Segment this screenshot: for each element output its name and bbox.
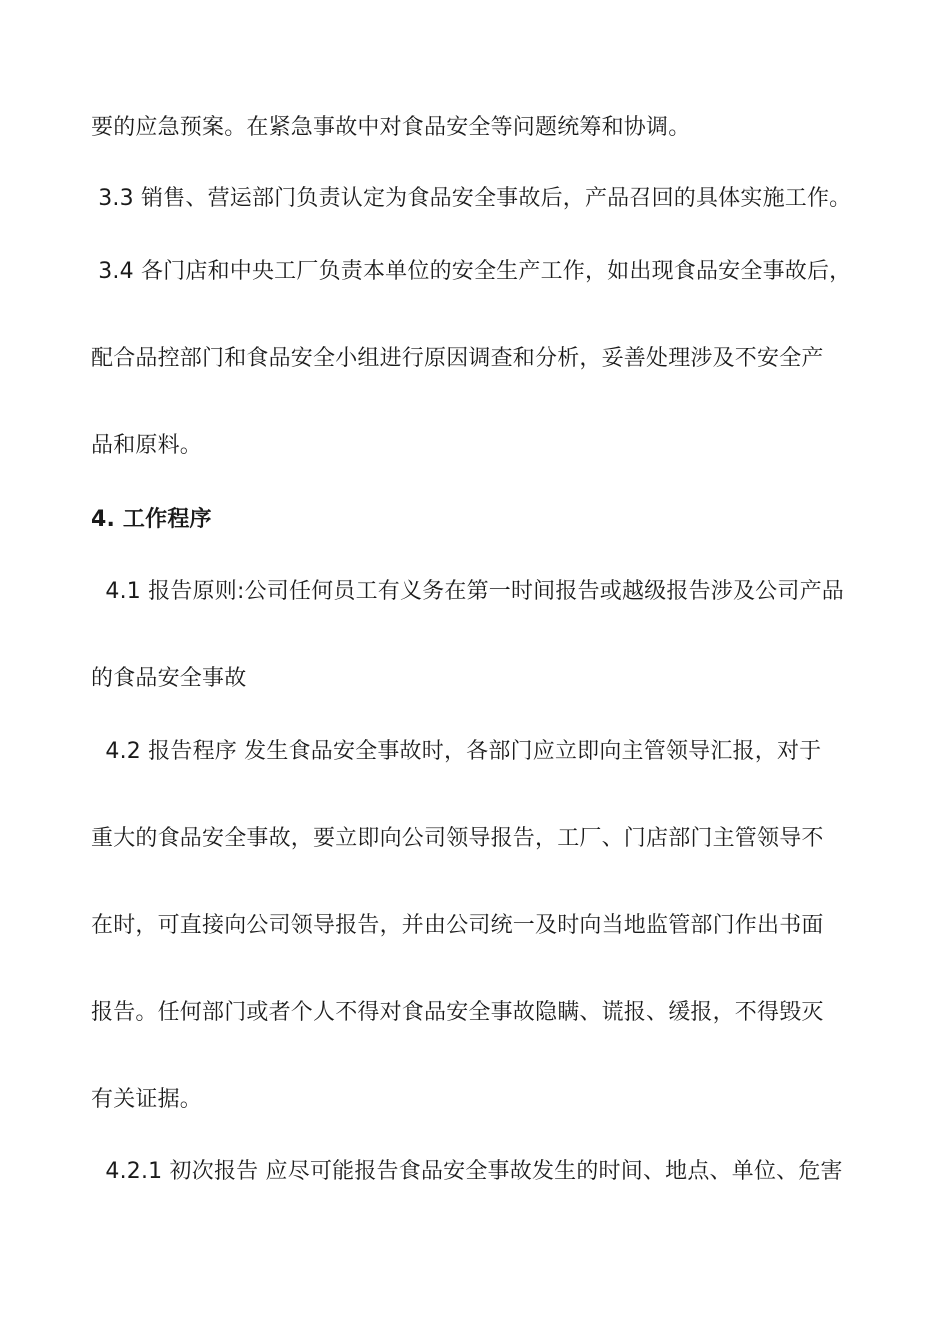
paragraph-line-8: 的食品安全事故: [91, 666, 247, 691]
paragraph-line-5: 品和原料。: [91, 433, 203, 458]
paragraph-line-1: 要的应急预案。在紧急事故中对食品安全等问题统筹和协调。: [91, 115, 691, 140]
paragraph-line-7: 4.1 报告原则:公司任何员工有义务在第一时间报告或越级报告涉及公司产品: [91, 579, 844, 604]
paragraph-line-13: 有关证据。: [91, 1087, 203, 1112]
paragraph-line-12: 报告。任何部门或者个人不得对食品安全事故隐瞒、谎报、缓报，不得毁灭: [91, 1000, 824, 1025]
paragraph-line-9: 4.2 报告程序 发生食品安全事故时，各部门应立即向主管领导汇报，对于: [91, 739, 822, 764]
paragraph-line-3: 3.4 各门店和中央工厂负责本单位的安全生产工作，如出现食品安全事故后，: [91, 259, 852, 284]
paragraph-line-4: 配合品控部门和食品安全小组进行原因调查和分析，妥善处理涉及不安全产: [91, 346, 824, 371]
paragraph-line-11: 在时，可直接向公司领导报告，并由公司统一及时向当地监管部门作出书面: [91, 913, 824, 938]
paragraph-line-14: 4.2.1 初次报告 应尽可能报告食品安全事故发生的时间、地点、单位、危害: [91, 1159, 843, 1184]
paragraph-line-10: 重大的食品安全事故，要立即向公司领导报告，工厂、门店部门主管领导不: [91, 826, 824, 851]
paragraph-line-2: 3.3 销售、营运部门负责认定为食品安全事故后，产品召回的具体实施工作。: [91, 186, 852, 211]
section-heading: 4. 工作程序: [91, 507, 212, 532]
